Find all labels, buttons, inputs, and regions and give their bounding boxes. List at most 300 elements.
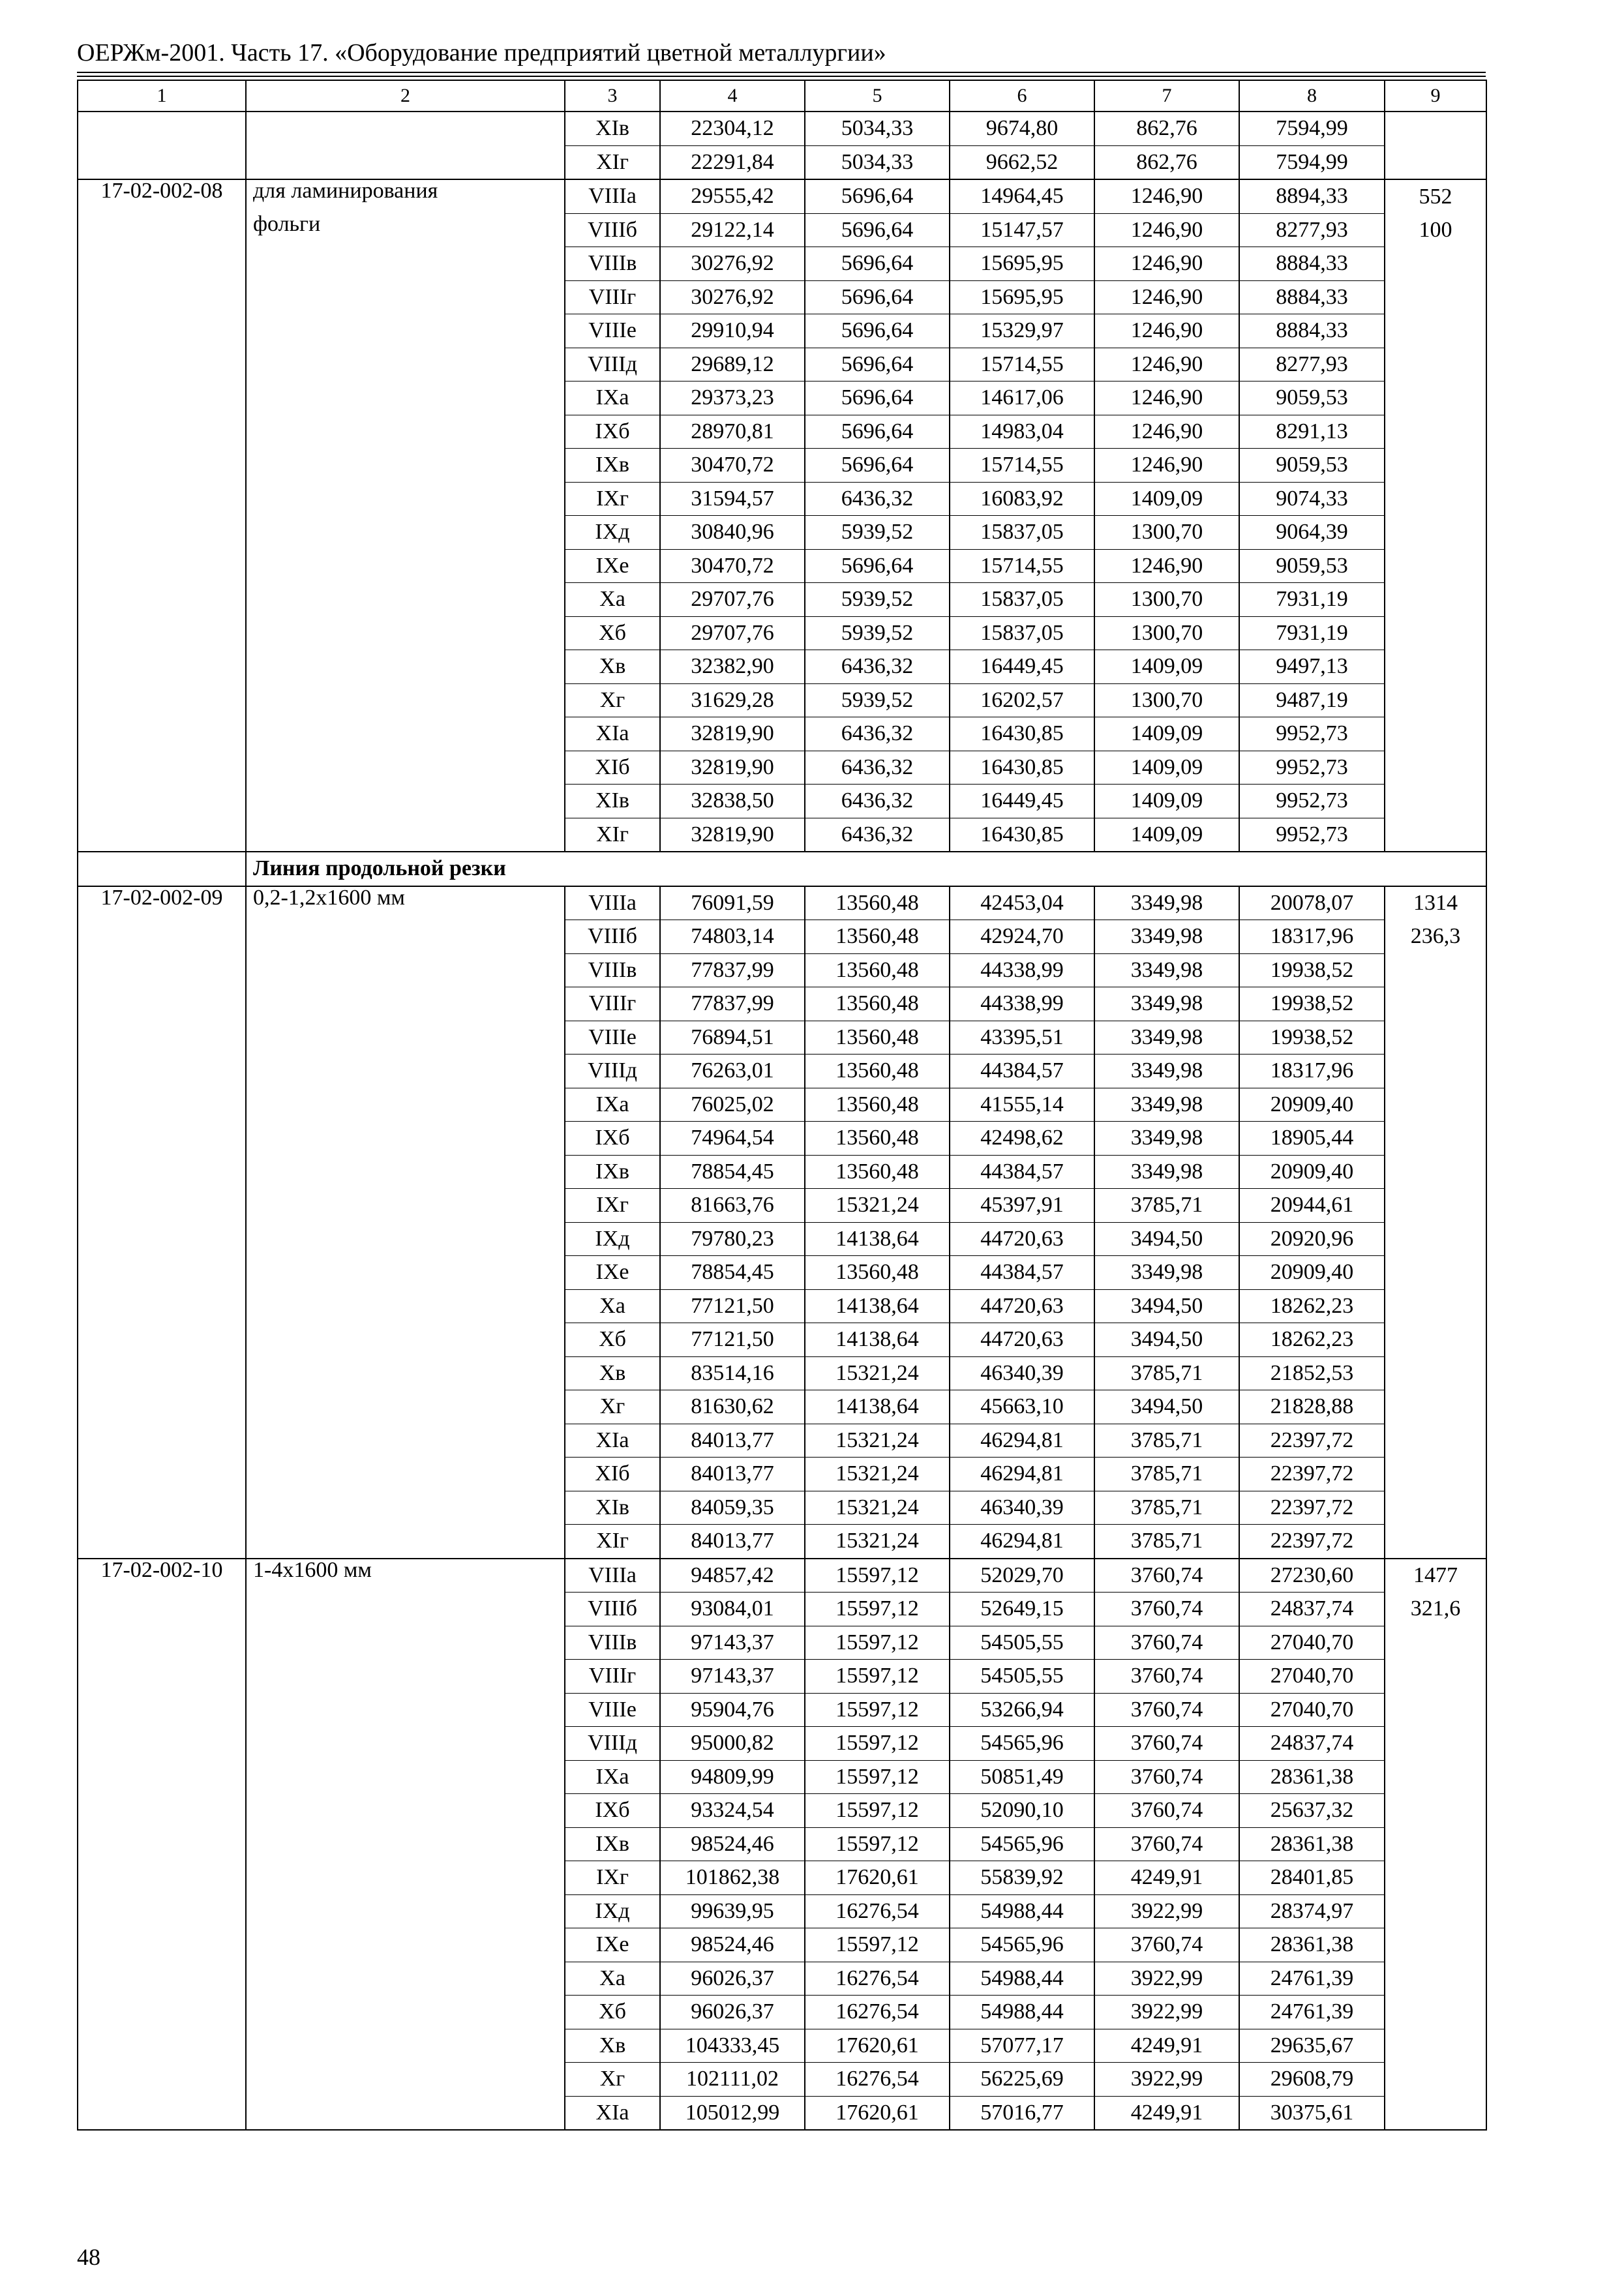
class-cell: Xг [565, 1390, 660, 1424]
value-cell-col8: 29635,67 [1239, 2029, 1385, 2063]
value-cell-col6: 52090,10 [950, 1794, 1094, 1828]
value-cell-col4: 30276,92 [660, 280, 805, 314]
table-row [78, 1424, 1486, 1458]
class-cell: Xг [565, 683, 660, 717]
value-cell-col9 [1385, 482, 1486, 516]
class-cell: XIг [565, 818, 660, 852]
table-row [78, 1928, 1486, 1962]
value-cell-col7: 1409,09 [1094, 650, 1239, 684]
description-cell [246, 1021, 565, 1055]
value-cell-col7: 3494,50 [1094, 1289, 1239, 1323]
value-cell-col8: 9952,73 [1239, 751, 1385, 785]
section-title: Линия продольной резки [246, 852, 1486, 886]
value-cell-col6: 54565,96 [950, 1827, 1094, 1861]
value-cell-col6: 57077,17 [950, 2029, 1094, 2063]
table-row [78, 516, 1486, 550]
value-cell-col4: 76091,59 [660, 886, 805, 920]
column-number: 6 [950, 80, 1094, 112]
value-cell-col7: 3494,50 [1094, 1390, 1239, 1424]
value-cell-col6: 14983,04 [950, 415, 1094, 449]
value-cell-col7: 3349,98 [1094, 1256, 1239, 1290]
value-cell-col6: 54505,55 [950, 1626, 1094, 1660]
value-cell-col6: 15714,55 [950, 348, 1094, 382]
class-cell: IXа [565, 1088, 660, 1122]
class-cell: IXд [565, 1894, 660, 1928]
table-row [78, 1760, 1486, 1794]
value-cell-col4: 104333,45 [660, 2029, 805, 2063]
value-cell-col7: 3349,98 [1094, 1155, 1239, 1189]
value-cell-col8: 28361,38 [1239, 1928, 1385, 1962]
code-cell [78, 1390, 246, 1424]
class-cell: VIIIб [565, 1593, 660, 1626]
description-cell [246, 1088, 565, 1122]
class-cell: XIб [565, 1458, 660, 1491]
class-cell: VIIIе [565, 1021, 660, 1055]
value-cell-col9 [1385, 1660, 1486, 1694]
description-cell [246, 549, 565, 583]
value-cell-col9 [1385, 1458, 1486, 1491]
value-cell-col7: 3922,99 [1094, 1894, 1239, 1928]
value-cell-col9 [1385, 818, 1486, 852]
value-cell-col9 [1385, 280, 1486, 314]
value-cell-col4: 95000,82 [660, 1727, 805, 1761]
value-cell-col7: 4249,91 [1094, 2096, 1239, 2130]
value-cell-col9: 100 [1385, 213, 1486, 247]
table-row [78, 145, 1486, 179]
table-row [78, 482, 1486, 516]
value-cell-col8: 20909,40 [1239, 1155, 1385, 1189]
value-cell-col9 [1385, 1088, 1486, 1122]
class-cell: IXг [565, 1861, 660, 1895]
value-cell-col7: 3785,71 [1094, 1424, 1239, 1458]
value-cell-col7: 1246,90 [1094, 179, 1239, 213]
description-cell [246, 482, 565, 516]
value-cell-col6: 16430,85 [950, 717, 1094, 751]
value-cell-col8: 22397,72 [1239, 1525, 1385, 1559]
table-row [78, 247, 1486, 281]
value-cell-col4: 96026,37 [660, 1962, 805, 1996]
value-cell-col5: 15597,12 [805, 1693, 950, 1727]
value-cell-col4: 99639,95 [660, 1894, 805, 1928]
code-cell [78, 953, 246, 987]
value-cell-col8: 28374,97 [1239, 1894, 1385, 1928]
code-cell [78, 1155, 246, 1189]
value-cell-col7: 1300,70 [1094, 683, 1239, 717]
header-rule [77, 72, 1486, 77]
value-cell-col5: 6436,32 [805, 650, 950, 684]
description-cell [246, 717, 565, 751]
value-cell-col4: 74964,54 [660, 1122, 805, 1156]
description-cell [246, 1794, 565, 1828]
table-row [78, 1660, 1486, 1694]
value-cell-col9 [1385, 1962, 1486, 1996]
value-cell-col9 [1385, 751, 1486, 785]
value-cell-col8: 9952,73 [1239, 785, 1385, 818]
code-cell [78, 213, 246, 247]
value-cell-col4: 31594,57 [660, 482, 805, 516]
value-cell-col9 [1385, 1390, 1486, 1424]
value-cell-col7: 1246,90 [1094, 382, 1239, 415]
value-cell-col4: 81663,76 [660, 1189, 805, 1223]
class-cell: Xб [565, 1323, 660, 1357]
value-cell-col6: 52029,70 [950, 1559, 1094, 1593]
class-cell: IXв [565, 1827, 660, 1861]
description-cell [246, 2063, 565, 2097]
description-cell [246, 1356, 565, 1390]
code-cell [78, 1928, 246, 1962]
page-number: 48 [77, 2244, 100, 2270]
value-cell-col7: 3922,99 [1094, 1962, 1239, 1996]
value-cell-col4: 102111,02 [660, 2063, 805, 2097]
value-cell-col8: 18262,23 [1239, 1289, 1385, 1323]
value-cell-col6: 46294,81 [950, 1458, 1094, 1491]
value-cell-col9 [1385, 785, 1486, 818]
code-cell [78, 1861, 246, 1895]
value-cell-col6: 44720,63 [950, 1222, 1094, 1256]
column-number: 5 [805, 80, 950, 112]
value-cell-col4: 76263,01 [660, 1055, 805, 1088]
value-cell-col9: 321,6 [1385, 1593, 1486, 1626]
value-cell-col6: 15329,97 [950, 314, 1094, 348]
description-cell [246, 1458, 565, 1491]
value-cell-col8: 21852,53 [1239, 1356, 1385, 1390]
value-cell-col5: 13560,48 [805, 1155, 950, 1189]
value-cell-col8: 9952,73 [1239, 818, 1385, 852]
table-row [78, 717, 1486, 751]
value-cell-col5: 15597,12 [805, 1727, 950, 1761]
value-cell-col9 [1385, 1894, 1486, 1928]
description-cell [246, 583, 565, 617]
value-cell-col7: 1246,90 [1094, 213, 1239, 247]
code-cell [78, 2029, 246, 2063]
description-cell [246, 1122, 565, 1156]
value-cell-col4: 29555,42 [660, 179, 805, 213]
class-cell: VIIIа [565, 1559, 660, 1593]
value-cell-col8: 8884,33 [1239, 247, 1385, 281]
description-cell [246, 953, 565, 987]
value-cell-col9 [1385, 1055, 1486, 1088]
value-cell-col7: 1409,09 [1094, 818, 1239, 852]
table-row [78, 1458, 1486, 1491]
column-number: 2 [246, 80, 565, 112]
table-row [78, 1996, 1486, 2029]
description-cell [246, 1155, 565, 1189]
code-cell [78, 1323, 246, 1357]
value-cell-col4: 32382,90 [660, 650, 805, 684]
value-cell-col4: 94809,99 [660, 1760, 805, 1794]
description-cell [246, 348, 565, 382]
table-row [78, 785, 1486, 818]
value-cell-col6: 56225,69 [950, 2063, 1094, 2097]
value-cell-col6: 16430,85 [950, 818, 1094, 852]
value-cell-col4: 79780,23 [660, 1222, 805, 1256]
value-cell-col7: 3760,74 [1094, 1693, 1239, 1727]
class-cell: IXд [565, 1222, 660, 1256]
value-cell-col8: 20944,61 [1239, 1189, 1385, 1223]
table-row [78, 1289, 1486, 1323]
value-cell-col8: 18262,23 [1239, 1323, 1385, 1357]
code-cell [78, 449, 246, 483]
code-cell [78, 280, 246, 314]
value-cell-col4: 77121,50 [660, 1323, 805, 1357]
value-cell-col9: 552 [1385, 179, 1486, 213]
code-cell [78, 112, 246, 145]
class-cell: IXе [565, 549, 660, 583]
table-row [78, 2096, 1486, 2130]
class-cell: XIа [565, 2096, 660, 2130]
value-cell-col5: 13560,48 [805, 1122, 950, 1156]
description-cell: для ламинирования [246, 179, 565, 213]
class-cell: VIIIг [565, 987, 660, 1021]
value-cell-col8: 22397,72 [1239, 1424, 1385, 1458]
class-cell: Xв [565, 650, 660, 684]
table-row [78, 1055, 1486, 1088]
code-cell [78, 1794, 246, 1828]
column-number: 3 [565, 80, 660, 112]
value-cell-col8: 20920,96 [1239, 1222, 1385, 1256]
value-cell-col6: 16202,57 [950, 683, 1094, 717]
value-cell-col7: 3760,74 [1094, 1760, 1239, 1794]
table-row [78, 549, 1486, 583]
code-cell [78, 1356, 246, 1390]
code-cell [78, 683, 246, 717]
code-cell [78, 1189, 246, 1223]
value-cell-col4: 78854,45 [660, 1155, 805, 1189]
table-row [78, 415, 1486, 449]
class-cell: VIIIе [565, 314, 660, 348]
value-cell-col7: 3494,50 [1094, 1323, 1239, 1357]
value-cell-col6: 46340,39 [950, 1356, 1094, 1390]
value-cell-col4: 77837,99 [660, 987, 805, 1021]
value-cell-col7: 3760,74 [1094, 1727, 1239, 1761]
code-cell [78, 415, 246, 449]
class-cell: VIIIв [565, 953, 660, 987]
value-cell-col5: 15597,12 [805, 1760, 950, 1794]
value-cell-col5: 15321,24 [805, 1356, 950, 1390]
value-cell-col5: 15321,24 [805, 1525, 950, 1559]
description-cell [246, 1861, 565, 1895]
class-cell: XIв [565, 785, 660, 818]
value-cell-col8: 8277,93 [1239, 348, 1385, 382]
value-cell-col9 [1385, 2029, 1486, 2063]
value-cell-col8: 22397,72 [1239, 1491, 1385, 1525]
description-cell [246, 516, 565, 550]
value-cell-col5: 5696,64 [805, 449, 950, 483]
code-cell [78, 1593, 246, 1626]
value-cell-col4: 84013,77 [660, 1525, 805, 1559]
value-cell-col5: 15597,12 [805, 1928, 950, 1962]
value-cell-col8: 9064,39 [1239, 516, 1385, 550]
table-row [78, 348, 1486, 382]
value-cell-col4: 97143,37 [660, 1660, 805, 1694]
value-cell-col7: 3785,71 [1094, 1189, 1239, 1223]
table-row [78, 2029, 1486, 2063]
code-cell [78, 1256, 246, 1290]
value-cell-col9 [1385, 1424, 1486, 1458]
description-cell [246, 1626, 565, 1660]
table-row [78, 1122, 1486, 1156]
value-cell-col9 [1385, 987, 1486, 1021]
value-cell-col6: 57016,77 [950, 2096, 1094, 2130]
value-cell-col6: 42498,62 [950, 1122, 1094, 1156]
value-cell-col6: 15714,55 [950, 549, 1094, 583]
value-cell-col5: 14138,64 [805, 1323, 950, 1357]
class-cell: VIIIа [565, 179, 660, 213]
table-row [78, 1827, 1486, 1861]
description-cell [246, 112, 565, 145]
description-cell [246, 1760, 565, 1794]
value-cell-col4: 93084,01 [660, 1593, 805, 1626]
value-cell-col8: 25637,32 [1239, 1794, 1385, 1828]
value-cell-col4: 84059,35 [660, 1491, 805, 1525]
value-cell-col7: 862,76 [1094, 112, 1239, 145]
description-cell [246, 920, 565, 954]
description-cell [246, 1256, 565, 1290]
value-cell-col8: 24761,39 [1239, 1962, 1385, 1996]
value-cell-col7: 3494,50 [1094, 1222, 1239, 1256]
table-row [78, 449, 1486, 483]
value-cell-col4: 29707,76 [660, 583, 805, 617]
value-cell-col6: 42924,70 [950, 920, 1094, 954]
description-cell [246, 1693, 565, 1727]
value-cell-col4: 32819,90 [660, 751, 805, 785]
class-cell: XIб [565, 751, 660, 785]
value-cell-col8: 22397,72 [1239, 1458, 1385, 1491]
value-cell-col6: 15837,05 [950, 616, 1094, 650]
value-cell-col4: 30276,92 [660, 247, 805, 281]
value-cell-col9 [1385, 583, 1486, 617]
class-cell: IXе [565, 1256, 660, 1290]
value-cell-col6: 44338,99 [950, 987, 1094, 1021]
description-cell [246, 1660, 565, 1694]
class-cell: IXд [565, 516, 660, 550]
code-cell [78, 1055, 246, 1088]
value-cell-col6: 16430,85 [950, 751, 1094, 785]
value-cell-col5: 15597,12 [805, 1593, 950, 1626]
table-row [78, 213, 1486, 247]
table-row [78, 616, 1486, 650]
code-cell [78, 1424, 246, 1458]
table-row [78, 1189, 1486, 1223]
value-cell-col6: 54565,96 [950, 1928, 1094, 1962]
value-cell-col9: 1477 [1385, 1559, 1486, 1593]
value-cell-col9 [1385, 1021, 1486, 1055]
table-row [78, 280, 1486, 314]
value-cell-col4: 30470,72 [660, 449, 805, 483]
value-cell-col8: 9059,53 [1239, 549, 1385, 583]
value-cell-col7: 1409,09 [1094, 717, 1239, 751]
value-cell-col8: 7594,99 [1239, 145, 1385, 179]
value-cell-col4: 28970,81 [660, 415, 805, 449]
table-row [78, 1693, 1486, 1727]
description-cell [246, 314, 565, 348]
class-cell: IXе [565, 1928, 660, 1962]
value-cell-col7: 3760,74 [1094, 1626, 1239, 1660]
description-cell [246, 818, 565, 852]
value-cell-col4: 30470,72 [660, 549, 805, 583]
value-cell-col8: 28361,38 [1239, 1827, 1385, 1861]
class-cell: IXб [565, 415, 660, 449]
column-number: 1 [78, 80, 246, 112]
class-cell: Xв [565, 1356, 660, 1390]
code-cell [78, 583, 246, 617]
code-cell [78, 2063, 246, 2097]
class-cell: XIг [565, 1525, 660, 1559]
value-cell-col5: 15597,12 [805, 1660, 950, 1694]
table-row [78, 1088, 1486, 1122]
value-cell-col6: 54988,44 [950, 1962, 1094, 1996]
description-cell [246, 1424, 565, 1458]
value-cell-col8: 9497,13 [1239, 650, 1385, 684]
value-cell-col5: 14138,64 [805, 1390, 950, 1424]
value-cell-col9 [1385, 1760, 1486, 1794]
value-cell-col5: 5696,64 [805, 179, 950, 213]
value-cell-col7: 3760,74 [1094, 1794, 1239, 1828]
value-cell-col5: 15597,12 [805, 1794, 950, 1828]
class-cell: VIIIд [565, 1727, 660, 1761]
code-cell [78, 348, 246, 382]
value-cell-col9 [1385, 382, 1486, 415]
table-row [78, 1222, 1486, 1256]
value-cell-col8: 27040,70 [1239, 1626, 1385, 1660]
table-row [78, 382, 1486, 415]
value-cell-col6: 54988,44 [950, 1996, 1094, 2029]
value-cell-col8: 19938,52 [1239, 953, 1385, 987]
description-cell [246, 415, 565, 449]
class-cell: VIIIе [565, 1693, 660, 1727]
value-cell-col5: 5696,64 [805, 549, 950, 583]
description-cell [246, 1727, 565, 1761]
table-row [78, 818, 1486, 852]
value-cell-col7: 3349,98 [1094, 953, 1239, 987]
value-cell-col9 [1385, 1861, 1486, 1895]
value-cell-col7: 3349,98 [1094, 886, 1239, 920]
value-cell-col7: 3760,74 [1094, 1660, 1239, 1694]
value-cell-col6: 14617,06 [950, 382, 1094, 415]
code-cell [78, 2096, 246, 2130]
value-cell-col4: 98524,46 [660, 1928, 805, 1962]
column-number: 9 [1385, 80, 1486, 112]
value-cell-col5: 13560,48 [805, 1088, 950, 1122]
class-cell: VIIIг [565, 1660, 660, 1694]
value-cell-col7: 1246,90 [1094, 348, 1239, 382]
value-cell-col9 [1385, 1222, 1486, 1256]
description-cell [246, 1055, 565, 1088]
value-cell-col5: 14138,64 [805, 1222, 950, 1256]
table-row [78, 112, 1486, 145]
description-cell [246, 382, 565, 415]
column-number: 8 [1239, 80, 1385, 112]
value-cell-col4: 84013,77 [660, 1458, 805, 1491]
value-cell-col7: 1409,09 [1094, 751, 1239, 785]
value-cell-col5: 15597,12 [805, 1559, 950, 1593]
code-cell [78, 314, 246, 348]
value-cell-col8: 8884,33 [1239, 280, 1385, 314]
code-cell [78, 1760, 246, 1794]
value-cell-col5: 16276,54 [805, 1894, 950, 1928]
table-row [78, 953, 1486, 987]
value-cell-col8: 27230,60 [1239, 1559, 1385, 1593]
value-cell-col7: 862,76 [1094, 145, 1239, 179]
value-cell-col5: 16276,54 [805, 2063, 950, 2097]
value-cell-col7: 3349,98 [1094, 987, 1239, 1021]
value-cell-col5: 5696,64 [805, 382, 950, 415]
value-cell-col4: 78854,45 [660, 1256, 805, 1290]
value-cell-col8: 7931,19 [1239, 583, 1385, 617]
value-cell-col7: 1409,09 [1094, 785, 1239, 818]
value-cell-col5: 5034,33 [805, 112, 950, 145]
description-cell: 1-4х1600 мм [246, 1559, 565, 1593]
